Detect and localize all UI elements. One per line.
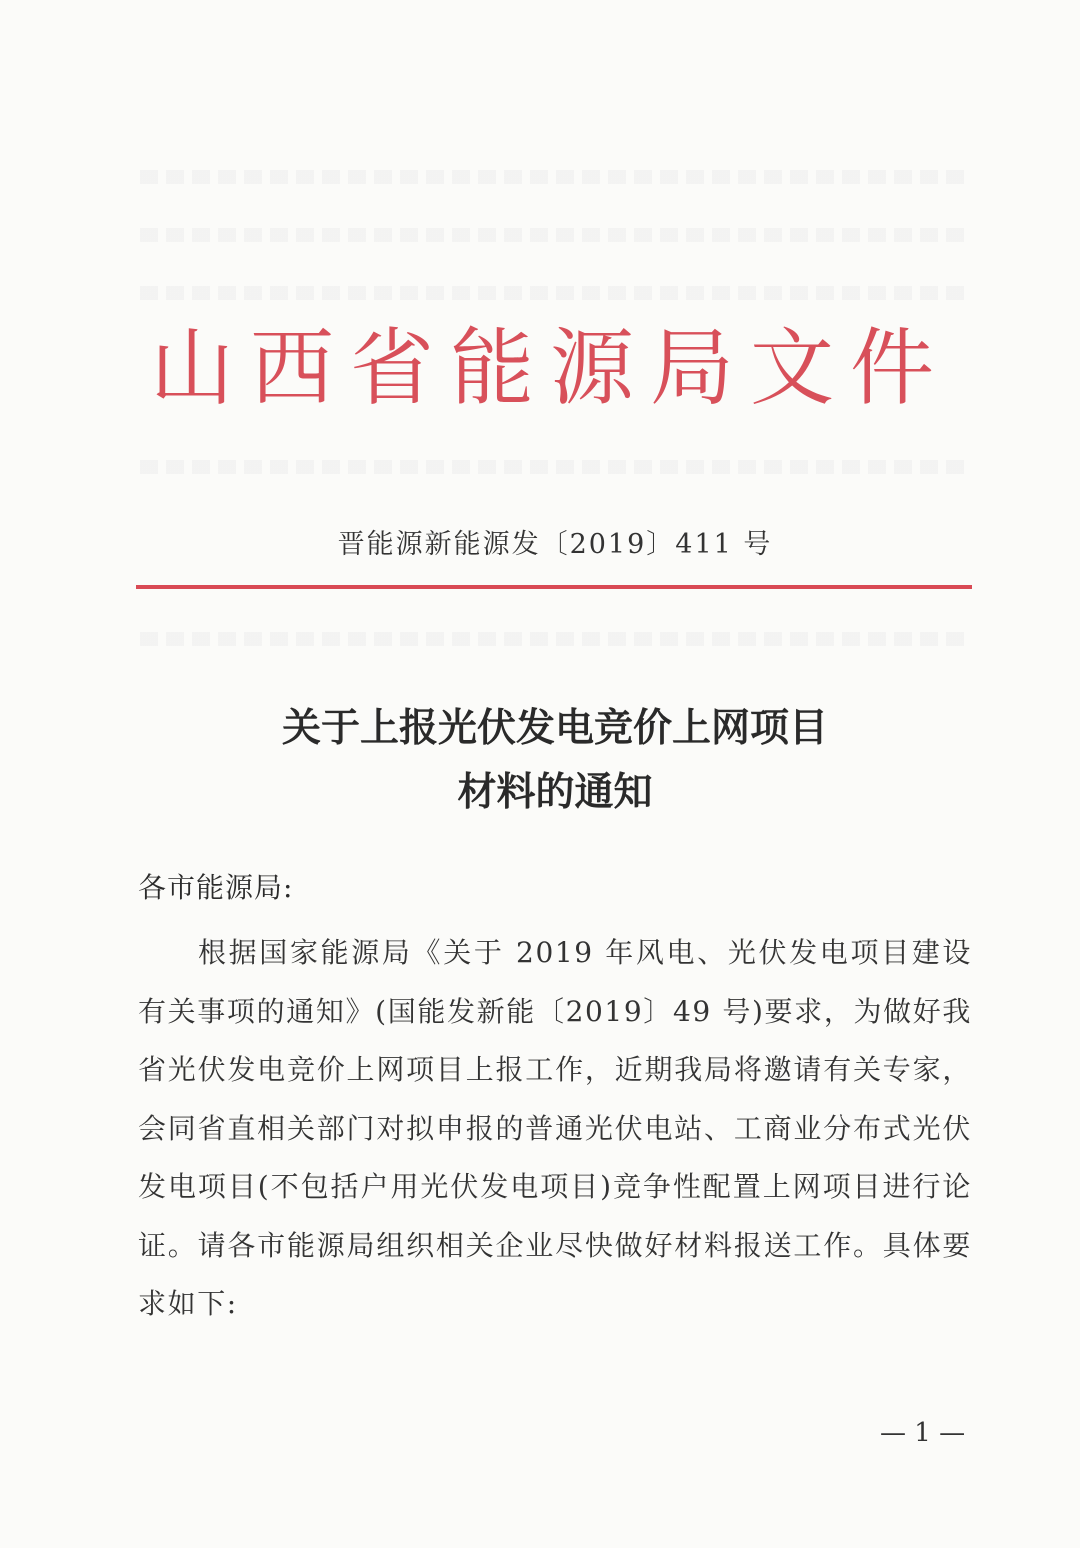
salutation: 各市能源局: [138, 871, 294, 904]
document-title [140, 696, 970, 824]
issuing-organization-header: 山西省能源局文件 [150, 319, 951, 417]
bleed-through-texture [140, 460, 970, 474]
red-separator-line [136, 585, 972, 589]
bleed-through-texture [140, 286, 970, 300]
page-number: — 1 — [880, 1418, 966, 1448]
bleed-through-texture [140, 632, 970, 646]
title-line-2: 材料的通知 [457, 769, 653, 815]
bleed-through-texture [140, 228, 970, 242]
body-paragraph: 根据国家能源局《关于 2019 年风电、光伏发电项目建设有关事项的通知》(国能发新能〔2019〕49 号)要求，为做好我省光伏发电竞价上网项目上报工作，近期我局将邀请有关专家，会同省直相关部门对拟申报的普通光伏电站、工商业分布式光伏发电项目(不包括户用光伏发电项目)竞争性配置上网项目进行论证。请各市能源局组织相关企业尽快做好材料报送工作。具体要求如下: [138, 936, 972, 1320]
title-line-1: 关于上报光伏发电竞价上网项目 [281, 705, 828, 751]
document-number: 晋能源新能源发〔2019〕411 号 [337, 529, 773, 560]
bleed-through-texture [140, 170, 970, 184]
